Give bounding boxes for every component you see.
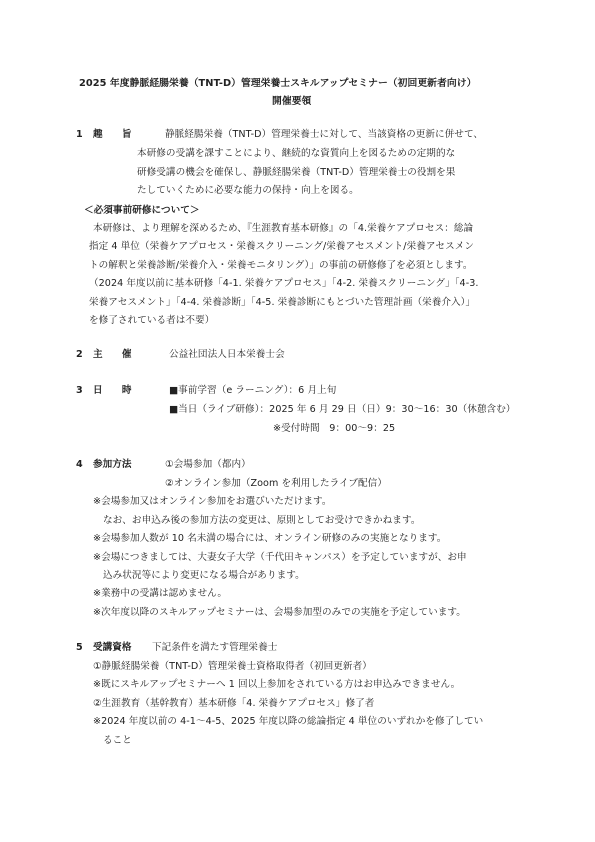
eligibility-line: ①静脈経腸栄養（TNT-D）管理栄養士資格取得者（初回更新者） xyxy=(93,661,372,672)
schedule-reception-time: ※受付時間 9：00～9：25 xyxy=(273,423,396,434)
schedule-elearning: ■事前学習（e ラーニング）：6 月上旬 xyxy=(169,385,337,396)
participation-option-venue: ①会場参加（都内） xyxy=(165,459,251,470)
participation-note: ※会場参加又はオンライン参加をお選びいただけます。 xyxy=(93,496,332,507)
prereq-text-line: トの解釈と栄養診断/栄養介入・栄養モニタリング）」の事前の研修修了を必須とします。 xyxy=(89,260,473,271)
prereq-text-line: （2024 年度以前に基本研修「4-1. 栄養ケアプロセス」「4-2. 栄養スクリーニング」「4-3. xyxy=(89,278,479,289)
section-3-label: 日 時 xyxy=(93,385,132,396)
participation-note: ※会場参加人数が 10 名未満の場合には、オンライン研修のみの実施となります。 xyxy=(93,533,447,544)
section-1-text-line: 研修受講の機会を確保し、静脈経腸栄養（TNT-D）管理栄養士の役割を果 xyxy=(137,167,456,178)
participation-option-online: ②オンライン参加（Zoom を利用したライブ配信） xyxy=(165,478,387,489)
document-title: 2025 年度静脈経腸栄養（TNT-D）管理栄養士スキルアップセミナー（初回更新者向け） xyxy=(79,78,477,89)
participation-note: ※業務中の受講は認めません。 xyxy=(93,588,228,599)
prereq-heading: ＜必須事前研修について＞ xyxy=(84,205,200,216)
eligibility-intro: 下記条件を満たす管理栄養士 xyxy=(152,642,278,653)
participation-note: ※会場につきましては、大妻女子大学（千代田キャンパス）を予定していますが、お申 xyxy=(93,552,467,563)
participation-note: なお、お申込み後の参加方法の変更は、原則としてお受けできかねます。 xyxy=(103,515,421,526)
section-3-number: 3 xyxy=(76,385,83,396)
prereq-text-line: を修了されている者は不要） xyxy=(89,315,215,326)
section-1-text-line: 本研修の受講を課すことにより、継続的な資質向上を図るための定期的な xyxy=(137,148,456,159)
prereq-text-line: 栄養アセスメント」「4-4. 栄養診断」「4-5. 栄養診断にもとづいた管理計画（栄養介入）」 xyxy=(89,297,476,308)
section-1-text-line: たしていくために必要な能力の保持・向上を図る。 xyxy=(137,185,359,196)
prereq-text-line: 本研修は、より理解を深めるため、『生涯教育基本研修』の「4.栄養ケアプロセス：総論 xyxy=(93,223,474,234)
section-1-label: 趣 旨 xyxy=(93,129,132,140)
section-1-number: 1 xyxy=(76,129,83,140)
participation-note: ※次年度以降のスキルアップセミナーは、会場参加型のみでの実施を予定しています。 xyxy=(93,607,466,618)
section-2-label: 主 催 xyxy=(93,349,132,360)
eligibility-line: ること xyxy=(103,735,132,746)
organizer-name: 公益社団法人日本栄養士会 xyxy=(169,349,285,360)
section-4-label: 参加方法 xyxy=(93,459,132,470)
eligibility-line: ※2024 年度以前の 4-1～4-5、2025 年度以降の総論指定 4 単位のいずれかを修了してい xyxy=(93,716,484,727)
eligibility-line: ※既にスキルアップセミナーへ 1 回以上参加をされている方はお申込みできません。 xyxy=(93,679,461,690)
section-5-label: 受講資格 xyxy=(93,642,132,653)
eligibility-line: ②生涯教育（基幹教育）基本研修「4. 栄養ケアプロセス」修了者 xyxy=(93,698,375,709)
participation-note: 込み状況等により変更になる場合があります。 xyxy=(103,570,305,581)
section-4-number: 4 xyxy=(76,459,83,470)
schedule-live-training: ■当日（ライブ研修）：2025 年 6 月 29 日（日）9：30～16：30（休憩含む） xyxy=(169,404,516,415)
document-subtitle: 開催要領 xyxy=(272,96,312,107)
section-1-text-line: 静脈経腸栄養（TNT-D）管理栄養士に対して、当該資格の更新に併せて、 xyxy=(165,129,484,140)
section-5-number: 5 xyxy=(76,642,83,653)
section-2-number: 2 xyxy=(76,349,83,360)
prereq-text-line: 指定 4 単位（栄養ケアプロセス・栄養スクリーニング/栄養アセスメント/栄養アセスメン xyxy=(89,241,474,252)
